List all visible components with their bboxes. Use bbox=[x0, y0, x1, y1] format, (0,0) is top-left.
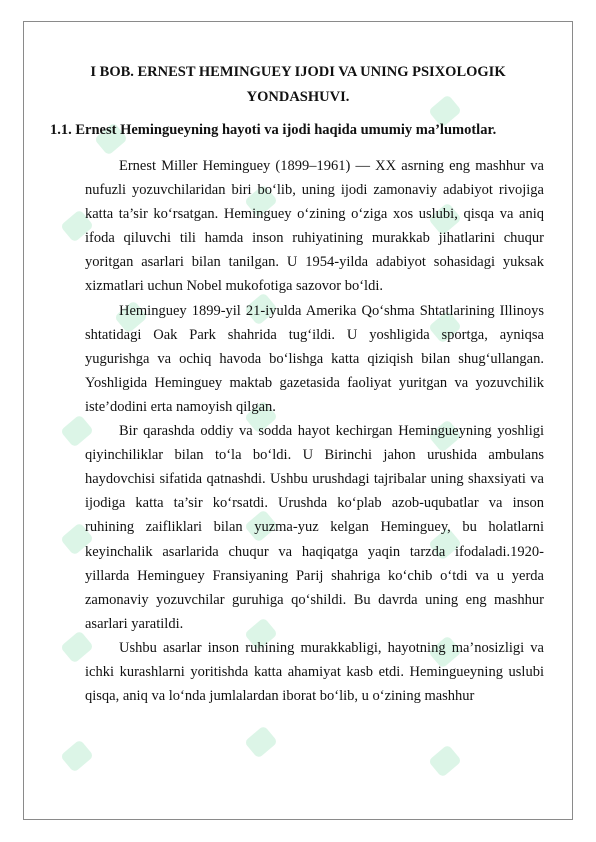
paragraph: Ushbu asarlar inson ruhining murakkabligi, hayotning ma’nosizligi va ichki kurashlarni yoritishda katta ahamiyat kasb etdi. Hemingueyning uslubi qisqa, aniq va lo‘nda jumlalardan iborat bo‘lib, u o‘zining mashhur bbox=[85, 639, 544, 705]
document-body bbox=[85, 154, 544, 708]
section-title: 1.1. Ernest Hemingueyning hayoti va ijodi haqida umumiy ma’lumotlar. bbox=[50, 122, 497, 138]
paragraph: Ernest Miller Heminguey (1899–1961) — XX asrning eng mashhur va nufuzli yozuvchilaridan biri bo‘lib, uning ijodi zamonaviy adabiyot rivojiga katta ta’sir ko‘rsatgan. Heminguey o‘zining o‘ziga xos uslubi, qisqa va aniq ifoda qiluvchi tili hamda inson ruhiyatining murakkab jihatlarini chuqur yoritgan asarlari bilan tanilgan. U 1954-yilda adabiyot sohasidagi yuksak xizmatlari uchun Nobel mukofotiga sazovor bo‘ldi. bbox=[85, 158, 544, 295]
chapter-title: I BOB. ERNEST HEMINGUEY IJODI VA UNING PSIXOLOGIK YONDASHUVI. bbox=[90, 64, 506, 105]
paragraph: Bir qarashda oddiy va sodda hayot kechirgan Hemingueyning yoshligi qiyinchiliklar bilan to‘la bo‘ldi. U Birinchi jahon urushida ambulans haydovchisi sifatida qatnashdi. Ushbu urushdagi tajribalar uning shaxsiyati va ijodiga katta ta’sir ko‘rsatdi. Urushda ko‘plab azob-uqubatlar va inson ruhining zaifliklari bilan yuzma-yuz kelgan Heminguey, bu holatlarni keyinchalik asarlarida chuqur va haqiqatga yaqin tarzda ifodaladi.1920-yillarda Heminguey Fransiyaning Parij shahriga ko‘chib o‘tdi va u yerda zamonaviy yozuvchilar guruhiga qo‘shildi. Bu davrda uning eng mashhur asarlari yaratildi. bbox=[85, 423, 544, 632]
paragraph: Heminguey 1899-yil 21-iyulda Amerika Qo‘shma Shtatlarining Illinoys shtatidagi Oak Park shahrida tug‘ildi. U yoshligida sportga, ayniqsa yugurishga va ochiq havoda bo‘lishga katta qiziqish bilan shug‘ullangan. Yoshligida Heminguey maktab gazetasida faoliyat yuritgan va yozuvchilik iste’dodini erta namoyish qilgan. bbox=[85, 302, 544, 415]
